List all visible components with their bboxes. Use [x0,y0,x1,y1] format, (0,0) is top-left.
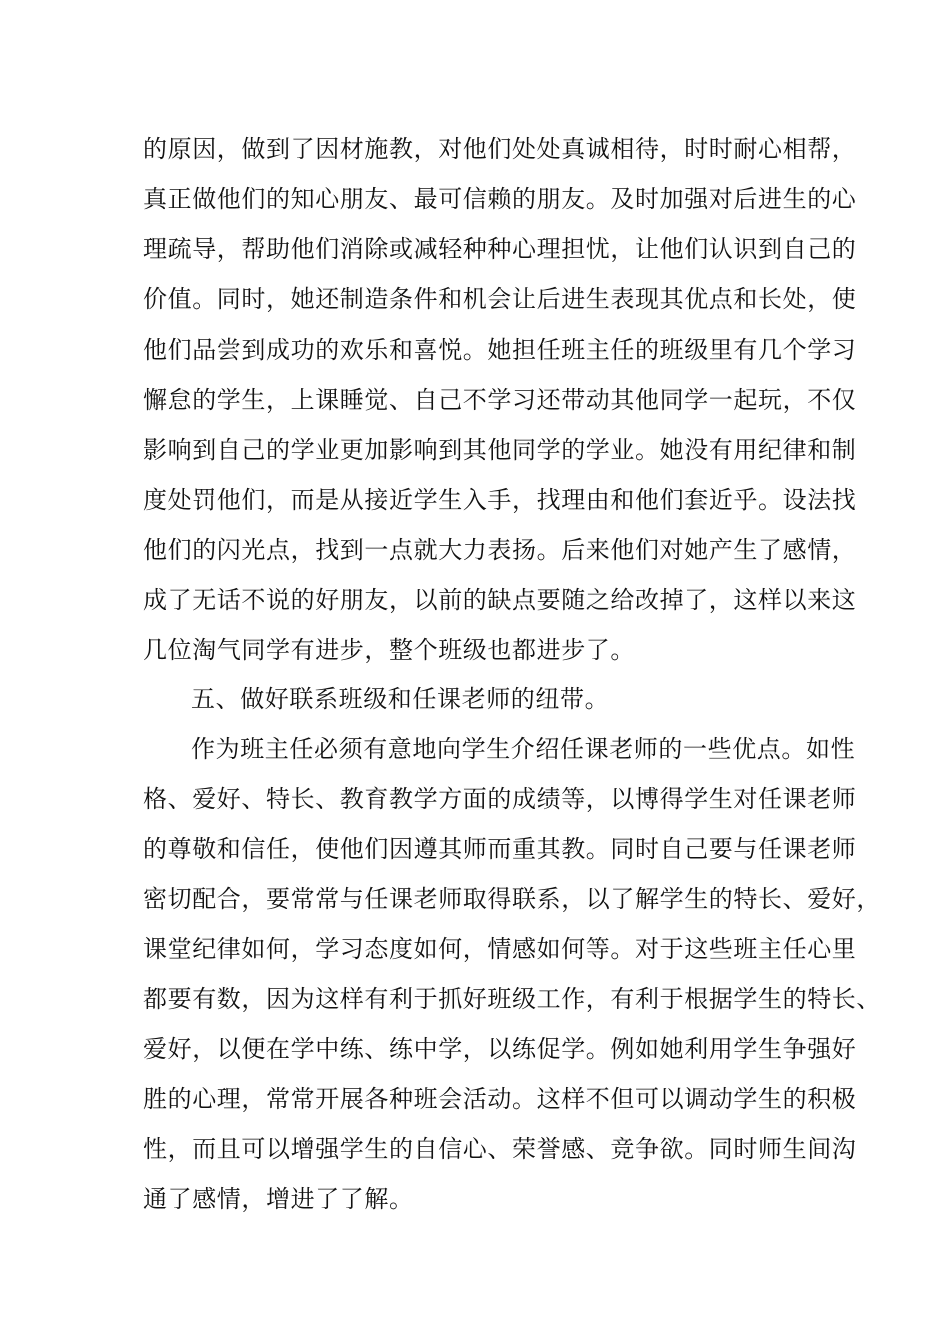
text-line: 度处罚他们，而是从接近学生入手，找理由和他们套近乎。设法找 [143,486,857,514]
text-line: 影响到自己的学业更加影响到其他同学的学业。她没有用纪律和制 [143,436,857,464]
text-line: 通了感情，增进了了解。 [143,1185,414,1213]
text-line: 格、爱好、特长、教育教学方面的成绩等，以博得学生对任课老师 [143,785,857,813]
paragraph-first-line: 作为班主任必须有意地向学生介绍任课老师的一些优点。如性 [191,735,856,763]
text-line: 成了无话不说的好朋友，以前的缺点要随之给改掉了，这样以来这 [143,586,857,614]
text-line: 课堂纪律如何，学习态度如何，情感如何等。对于这些班主任心里 [143,935,857,963]
text-line: 价值。同时，她还制造条件和机会让后进生表现其优点和长处，使 [143,285,857,313]
text-line: 真正做他们的知心朋友、最可信赖的朋友。及时加强对后进生的心 [143,185,857,213]
text-line: 的尊敬和信任，使他们因遵其师而重其教。同时自己要与任课老师 [143,835,857,863]
text-line: 胜的心理，常常开展各种班会活动。这样不但可以调动学生的积极 [143,1085,857,1113]
section-heading: 五、做好联系班级和任课老师的纽带。 [191,685,610,713]
text-line: 爱好，以便在学中练、练中学，以练促学。例如她利用学生争强好 [143,1035,857,1063]
text-line: 几位淘气同学有进步，整个班级也都进步了。 [143,636,635,664]
text-line: 他们的闪光点，找到一点就大力表扬。后来他们对她产生了感情， [143,536,857,564]
text-line: 的原因，做到了因材施教，对他们处处真诚相待，时时耐心相帮， [143,135,857,163]
text-line: 性，而且可以增强学生的自信心、荣誉感、竞争欲。同时师生间沟 [143,1135,857,1163]
text-line: 他们品尝到成功的欢乐和喜悦。她担任班主任的班级里有几个学习 [143,336,857,364]
text-line: 密切配合，要常常与任课老师取得联系，以了解学生的特长、爱好， [143,885,881,913]
text-line: 都要有数，因为这样有利于抓好班级工作，有利于根据学生的特长、 [143,985,881,1013]
text-line: 懈怠的学生，上课睡觉、自己不学习还带动其他同学一起玩，不仅 [143,386,857,414]
text-line: 理疏导，帮助他们消除或减轻种种心理担忧，让他们认识到自己的 [143,235,857,263]
